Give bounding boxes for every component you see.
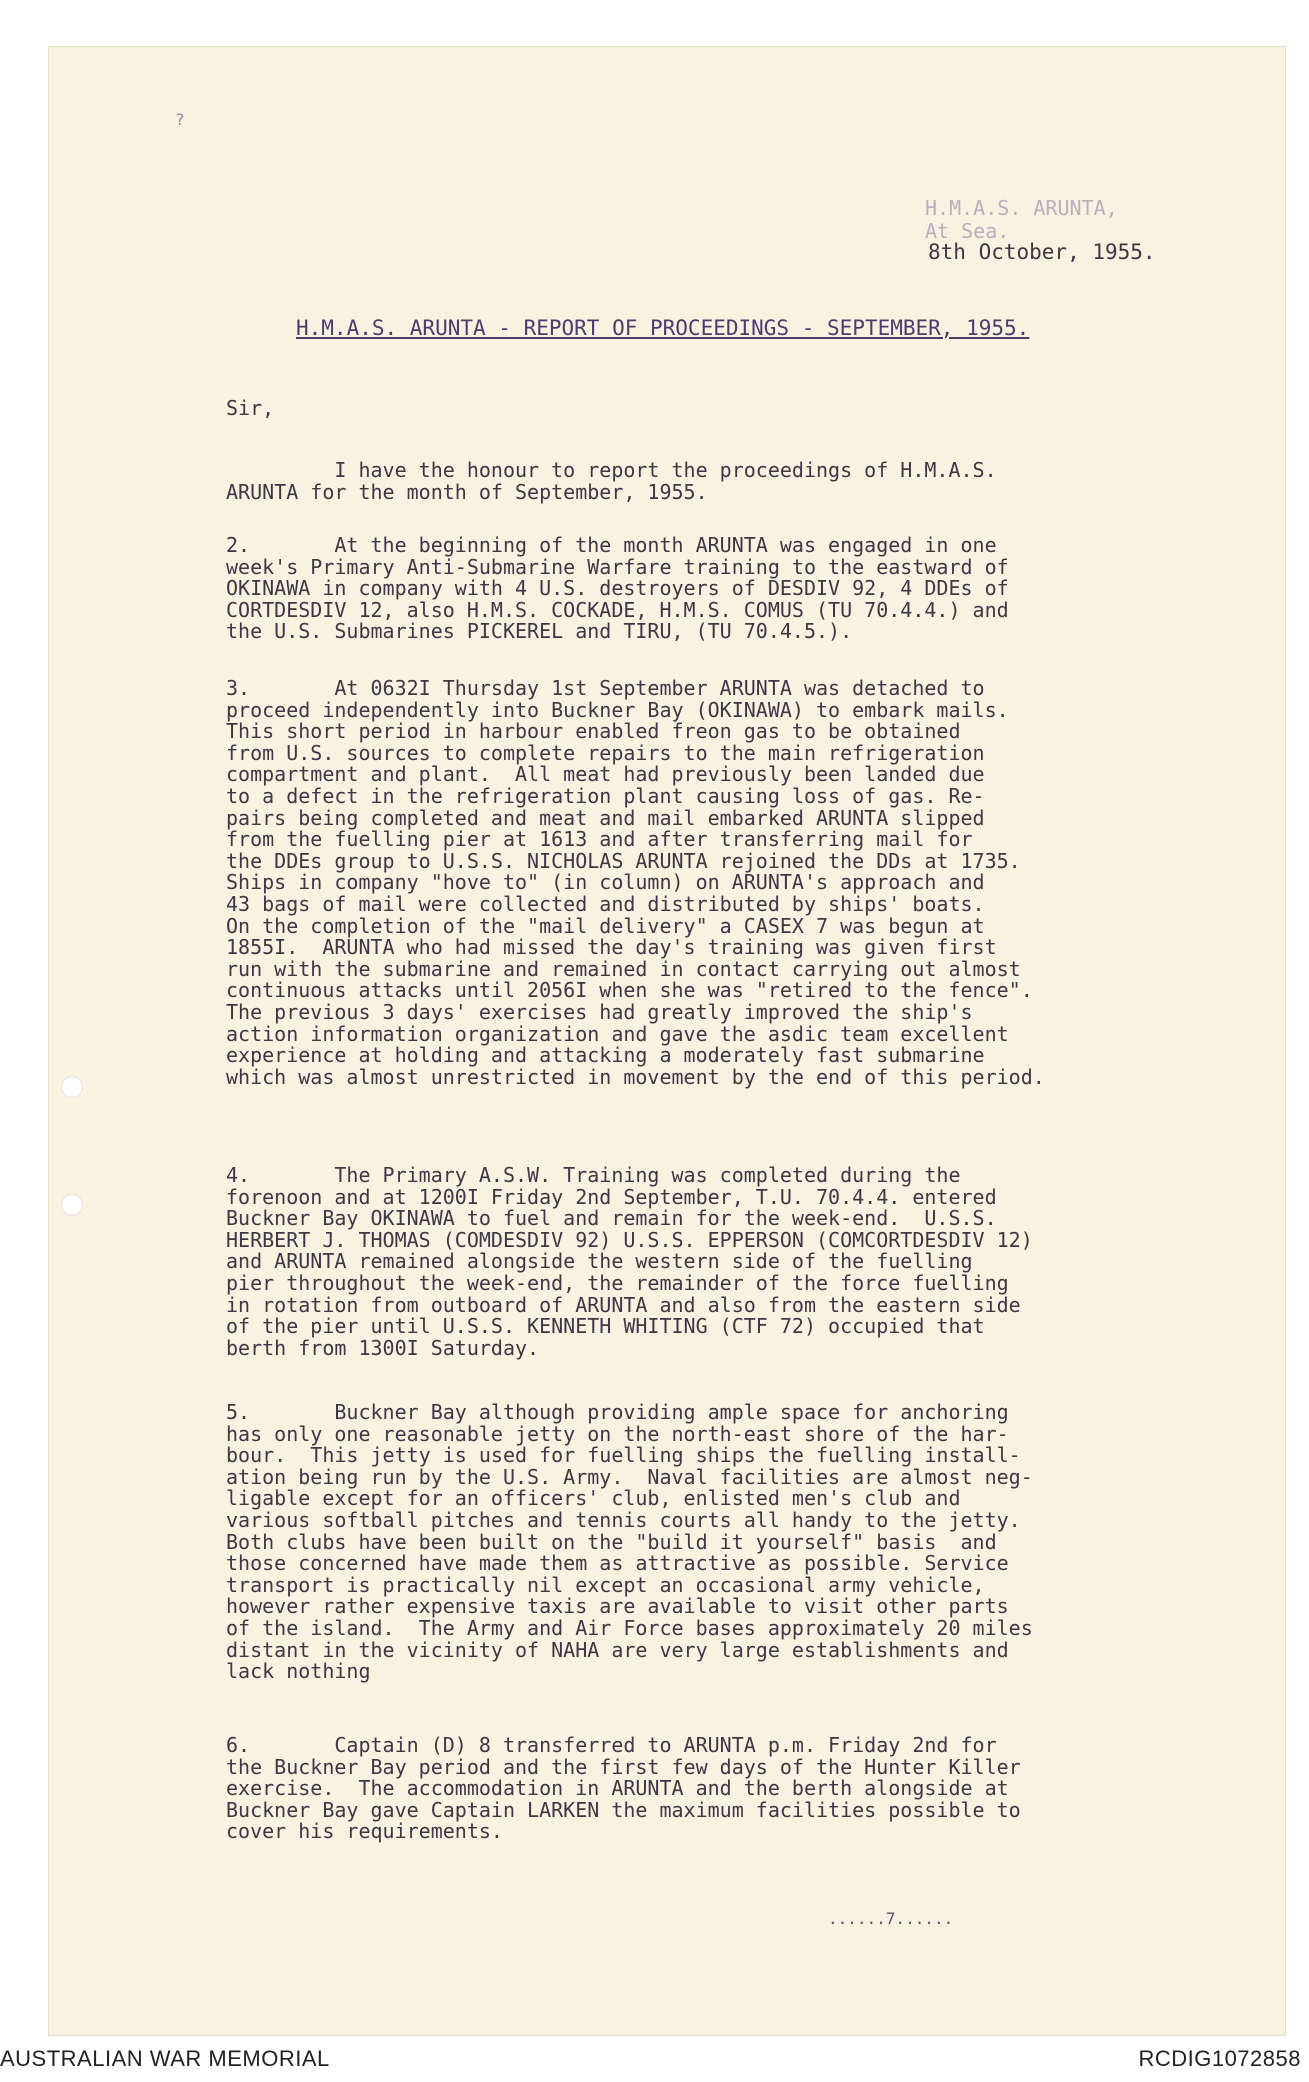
paragraph-line: week's Primary Anti-Submarine Warfare training to the eastward of (226, 554, 1009, 579)
paragraph-line: distant in the vicinity of NAHA are very large establishments and (226, 1637, 1009, 1662)
paragraph-line: those concerned have made them as attractive as possible. Service (226, 1551, 1009, 1576)
paragraph-1 (226, 460, 1226, 503)
paragraph-line: the DDEs group to U.S.S. NICHOLAS ARUNTA rejoined the DDs at 1735. (226, 848, 1021, 873)
paragraph-line: experience at holding and attacking a moderately fast submarine (226, 1043, 985, 1068)
paragraph-line: the U.S. Submarines PICKEREL and TIRU, (TU 70.4.5.). (226, 619, 853, 644)
page-number-marker: ......7...... (828, 1909, 954, 1928)
paragraph-line: 6. Captain (D) 8 transferred to ARUNTA p.m. Friday 2nd for (226, 1733, 997, 1757)
paragraph-line: pier throughout the week-end, the remainder of the force fuelling (226, 1270, 1009, 1295)
report-title: H.M.A.S. ARUNTA - REPORT OF PROCEEDINGS - SEPTEMBER, 1955. (296, 316, 1030, 340)
paragraph-line: ARUNTA for the month of September, 1955. (226, 479, 708, 504)
punch-hole (61, 1076, 83, 1098)
paragraph-line: Buckner Bay OKINAWA to fuel and remain for the week-end. U.S.S. (226, 1206, 997, 1231)
paragraph-line: OKINAWA in company with 4 U.S. destroyers of DESDIV 92, 4 DDEs of (226, 576, 1009, 601)
paragraph-4 (226, 1165, 1226, 1359)
stray-mark: ? (175, 110, 185, 129)
paragraph-line: the Buckner Bay period and the first few days of the Hunter Killer (226, 1754, 1021, 1779)
paragraph-line: CORTDESDIV 12, also H.M.S. COCKADE, H.M.S. COMUS (TU 70.4.4.) and (226, 597, 1009, 622)
paragraph-line: lack nothing (226, 1659, 371, 1684)
paragraph-line: forenoon and at 1200I Friday 2nd September, T.U. 70.4.4. entered (226, 1184, 997, 1209)
paragraph-line: and ARUNTA remained alongside the western side of the fuelling (226, 1249, 973, 1274)
paragraph-line: run with the submarine and remained in contact carrying out almost (226, 956, 1021, 981)
paragraph-line: proceed independently into Buckner Bay (OKINAWA) to embark mails. (226, 697, 1009, 722)
paragraph-line: On the completion of the "mail delivery" a CASEX 7 was begun at (226, 913, 985, 938)
paragraph-line: The previous 3 days' exercises had greatly improved the ship's (226, 999, 973, 1024)
paragraph-line: transport is practically nil except an occasional army vehicle, (226, 1572, 985, 1597)
punch-hole (61, 1194, 83, 1216)
paragraph-line: in rotation from outboard of ARUNTA and also from the eastern side (226, 1292, 1021, 1317)
paragraph-line: continuous attacks until 2056I when she was "retired to the fence". (226, 978, 1033, 1003)
paragraph-line: berth from 1300I Saturday. (226, 1335, 540, 1360)
paragraph-line: of the pier until U.S.S. KENNETH WHITING (CTF 72) occupied that (226, 1314, 985, 1339)
paragraph-line: has only one reasonable jetty on the north-east shore of the har- (226, 1421, 1009, 1446)
paragraph-line: exercise. The accommodation in ARUNTA and the berth alongside at (226, 1776, 1009, 1801)
paragraph-5 (226, 1402, 1226, 1683)
paragraph-line: I have the honour to report the proceedings of H.M.A.S. (226, 458, 997, 482)
paragraph-line: 1855I. ARUNTA who had missed the day's training was given first (226, 935, 997, 960)
paragraph-3 (226, 678, 1226, 1088)
paragraph-line: ation being run by the U.S. Army. Naval facilities are almost neg- (226, 1464, 1033, 1489)
paragraph-line: 4. The Primary A.S.W. Training was completed during the (226, 1163, 961, 1187)
paragraph-line: Buckner Bay gave Captain LARKEN the maximum facilities possible to (226, 1797, 1021, 1822)
paragraph-line: 2. At the beginning of the month ARUNTA was engaged in one (226, 533, 997, 557)
location-line: At Sea. (925, 219, 1010, 243)
paragraph-line: 5. Buckner Bay although providing ample space for anchoring (226, 1400, 1009, 1424)
paragraph-line: 3. At 0632I Thursday 1st September ARUNTA was detached to (226, 676, 985, 700)
paragraph-line: however rather expensive taxis are available to visit other parts (226, 1594, 1009, 1619)
paragraph-line: HERBERT J. THOMAS (COMDESDIV 92) U.S.S. EPPERSON (COMCORTDESDIV 12) (226, 1227, 1033, 1252)
paragraph-2 (226, 535, 1226, 643)
paragraph-line: 43 bags of mail were collected and distributed by ships' boats. (226, 891, 985, 916)
ship-address: H.M.A.S. ARUNTA, (925, 196, 1118, 220)
paragraph-line: from U.S. sources to complete repairs to the main refrigeration (226, 740, 985, 765)
paragraph-6 (226, 1735, 1226, 1843)
report-date: 8th October, 1955. (928, 240, 1156, 264)
paragraph-line: pairs being completed and meat and mail embarked ARUNTA slipped (226, 805, 985, 830)
paragraph-line: This short period in harbour enabled freon gas to be obtained (226, 719, 961, 744)
paragraph-line: various softball pitches and tennis courts all handy to the jetty. (226, 1507, 1021, 1532)
archive-reference: RCDIG1072858 (1138, 2046, 1301, 2071)
paragraph-line: ligable except for an officers' club, enlisted men's club and (226, 1486, 961, 1511)
paragraph-line: from the fuelling pier at 1613 and after transferring mail for (226, 827, 973, 852)
paragraph-line: Both clubs have been built on the "build it yourself" basis and (226, 1529, 997, 1554)
paragraph-line: of the island. The Army and Air Force bases approximately 20 miles (226, 1615, 1033, 1640)
paragraph-line: bour. This jetty is used for fuelling ships the fuelling install- (226, 1443, 1021, 1468)
paragraph-line: compartment and plant. All meat had previously been landed due (226, 762, 985, 787)
paragraph-line: cover his requirements. (226, 1819, 503, 1844)
archive-credit: AUSTRALIAN WAR MEMORIAL (0, 2046, 330, 2071)
paragraph-line: which was almost unrestricted in movement by the end of this period. (226, 1064, 1045, 1089)
paragraph-line: Ships in company "hove to" (in column) on ARUNTA's approach and (226, 870, 985, 895)
paragraph-line: to a defect in the refrigeration plant causing loss of gas. Re- (226, 783, 985, 808)
salutation: Sir, (226, 396, 275, 420)
paragraph-line: action information organization and gave the asdic team excellent (226, 1021, 1009, 1046)
